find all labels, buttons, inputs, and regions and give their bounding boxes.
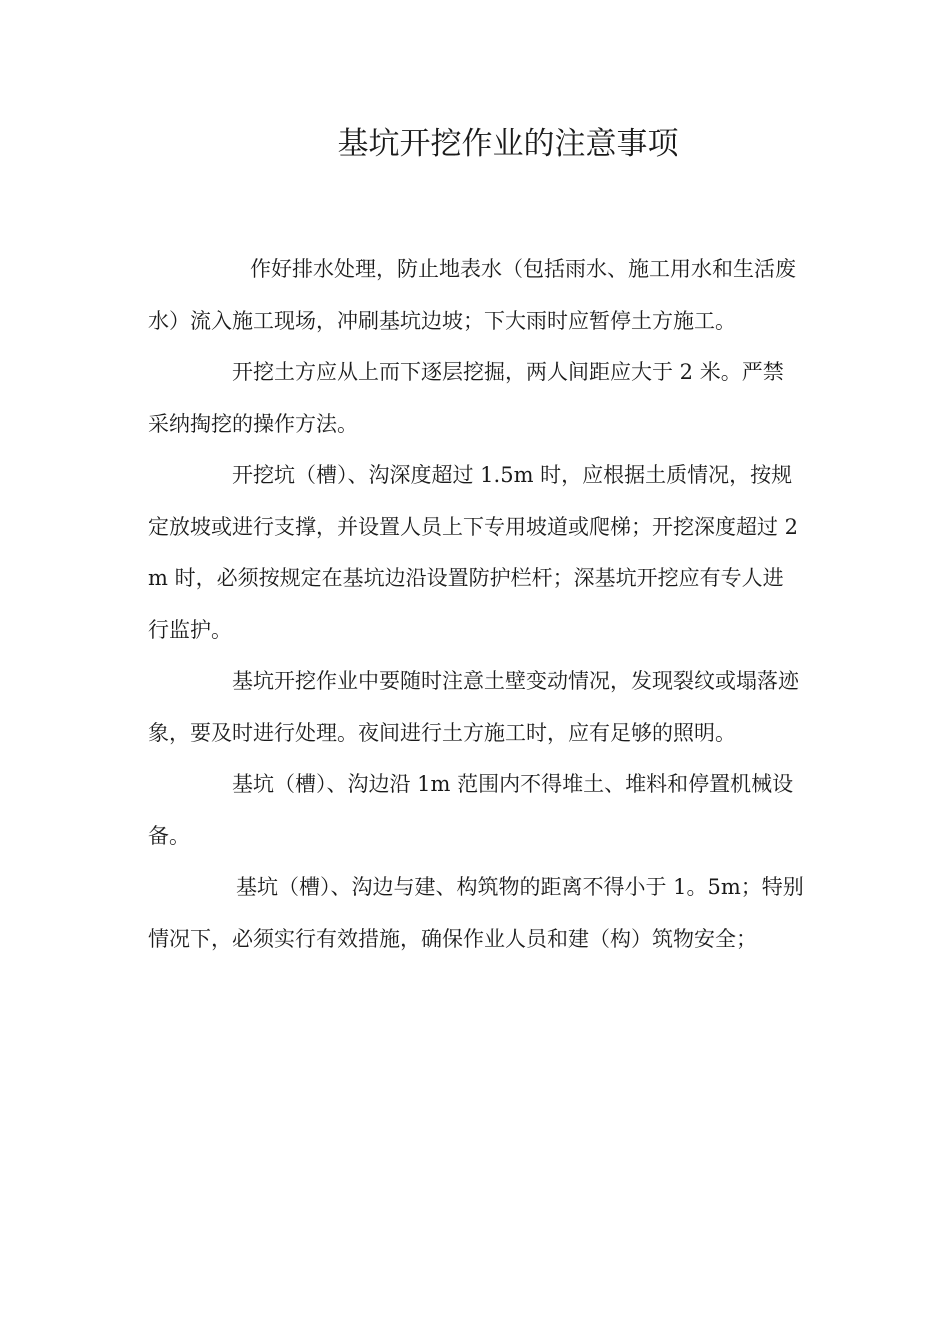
paragraph-slope-support: 开挖坑（槽）、沟深度超过 1.5m 时，应根据土质情况，按规定放坡或进行支撑，并设置人员上下专用坡道或爬梯；开挖深度超过 2m 时，必须按规定在基坑边沿设置防护栏杆；深基坑开挖应有专人进行监护。	[148, 463, 799, 642]
paragraph-drainage: 作好排水处理，防止地表水（包括雨水、施工用水和生活废水）流入施工现场，冲刷基坑边坡；下大雨时应暂停土方施工。	[148, 257, 796, 333]
paragraph-soil-wall-monitoring: 基坑开挖作业中要随时注意土壁变动情况，发现裂纹或塌落迹象，要及时进行处理。夜间进行土方施工时，应有足够的照明。	[148, 669, 799, 745]
paragraph-layered-excavation: 开挖土方应从上而下逐层挖掘，两人间距应大于 2 米。严禁采纳掏挖的操作方法。	[148, 360, 784, 436]
page-title: 基坑开挖作业的注意事项	[337, 126, 679, 162]
paragraph-building-distance: 基坑（槽）、沟边与建、构筑物的距离不得小于 1。5m；特别情况下，必须实行有效措施，确保作业人员和建（构）筑物安全；	[148, 875, 804, 951]
paragraph-edge-clearance: 基坑（槽）、沟边沿 1m 范围内不得堆土、堆料和停置机械设备。	[148, 772, 794, 848]
document-body	[148, 244, 804, 965]
